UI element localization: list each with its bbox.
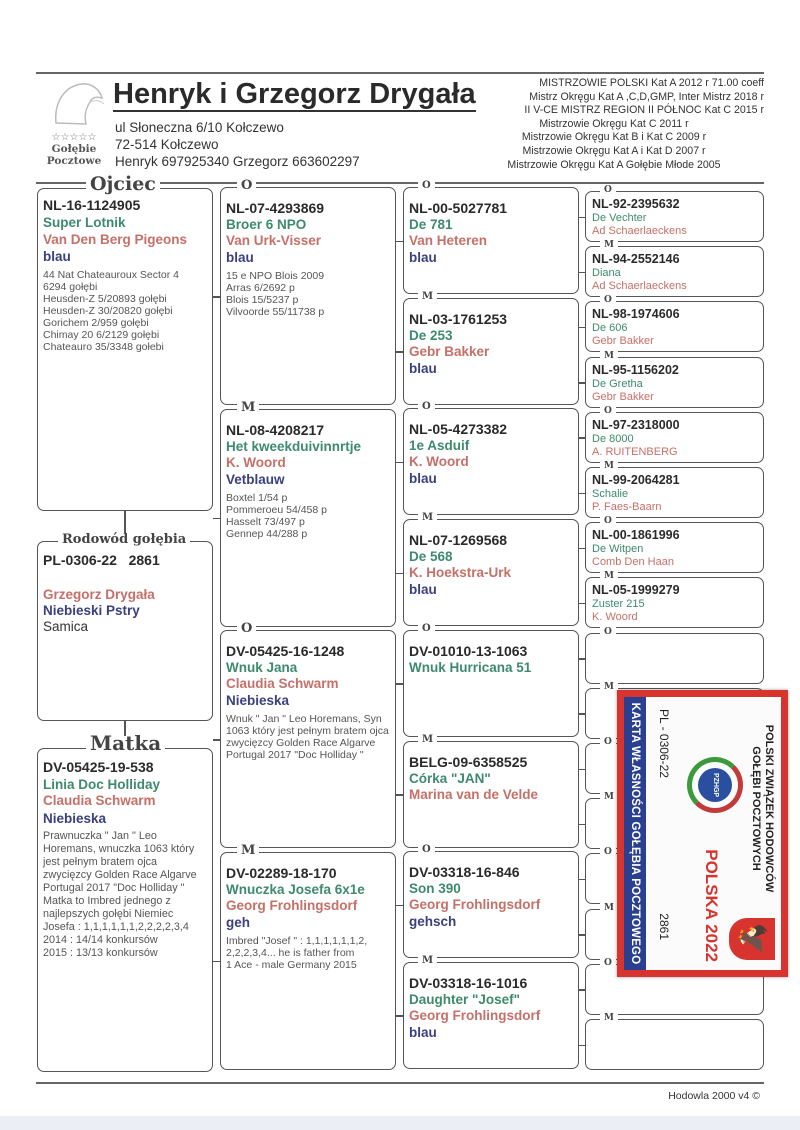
sex-label: M xyxy=(237,844,259,858)
sire-owner: Van Den Berg Pigeons xyxy=(43,232,188,247)
feather-color: gehsch xyxy=(409,914,457,930)
pedigree-box xyxy=(585,461,764,518)
pzhgp-logo-text: PZHGP xyxy=(698,768,732,802)
achievement: Mistrzowie Okręgu Kat A i Kat D 2007 r xyxy=(522,144,706,157)
pedigree-notes xyxy=(226,270,390,318)
pedigree-note: Boxtel 1/54 p xyxy=(226,491,288,504)
pigeon-name: Wnuk Hurricana 51 xyxy=(409,659,532,675)
pedigree-box xyxy=(585,626,764,684)
pedigree-notes xyxy=(226,492,390,540)
connector xyxy=(579,934,585,936)
ring-number: NL-92-2395632 xyxy=(592,197,680,211)
achievement: II V-CE MISTRZ REGION II PÓŁNOC Kat C 2015 r xyxy=(524,104,764,117)
pedigree-box xyxy=(403,954,579,1069)
pedigree-note: Matka to Imbred jednego z najlepszych gołębi Niemiec Josefa : 1,1,1,1,1,1,2,2,2,2,3,4 xyxy=(43,895,189,933)
pigeon-ring: PL-0306-22 2861 xyxy=(43,552,160,568)
logo-text: Gołębie xyxy=(51,143,97,155)
sex-label: M xyxy=(600,682,618,692)
sire-box xyxy=(37,173,213,511)
feather-color: geh xyxy=(226,914,251,930)
pigeon-name: Broer 6 NPO xyxy=(226,217,307,232)
owner-name: Ad Schaerlaeckens xyxy=(592,225,687,237)
connector xyxy=(579,493,585,495)
connector xyxy=(579,603,585,605)
sex-label: O xyxy=(600,516,616,526)
sex-label: M xyxy=(418,735,437,745)
owner-name: P. Faes-Baarn xyxy=(592,501,662,513)
pigeon-name: Schalie xyxy=(592,488,629,500)
pedigree-note: 1 Ace - male Germany 2015 xyxy=(226,958,357,971)
owner-name: Van Heteren xyxy=(409,233,488,248)
ring-number: DV-03318-16-1016 xyxy=(409,974,528,991)
dam-owner: Claudia Schwarm xyxy=(43,793,156,808)
pigeon-owner: Grzegorz Drygała xyxy=(43,587,155,602)
connector xyxy=(213,739,220,741)
connector xyxy=(396,1015,403,1017)
sex-label: O xyxy=(237,179,256,193)
sex-label: M xyxy=(600,351,618,361)
owner-name: Georg Frohlingsdorf xyxy=(409,897,541,913)
pedigree-note: Hasselt 73/497 p xyxy=(226,515,305,528)
sex-label: M xyxy=(600,903,618,913)
pigeon-name: Diana xyxy=(592,267,621,280)
pigeon-name: De Witpen xyxy=(592,543,644,556)
pedigree-box xyxy=(403,290,579,405)
ring-number: NL-94-2552146 xyxy=(592,252,680,267)
sex-label: O xyxy=(418,845,435,855)
pedigree-note: 6294 gołębi xyxy=(43,281,98,293)
owner-name: Marina van de Velde xyxy=(409,786,539,802)
ownership-card xyxy=(617,690,788,977)
pedigree-box xyxy=(585,1013,764,1070)
pedigree-box xyxy=(585,571,764,628)
pedigree-notes xyxy=(226,935,390,971)
connector xyxy=(579,217,585,219)
address-city: 72-514 Kołczewo xyxy=(115,137,219,152)
pigeon-name: Son 390 xyxy=(409,881,461,897)
header-top-rule xyxy=(36,72,764,74)
pigeon-sex: Samica xyxy=(43,619,89,634)
connector xyxy=(579,272,585,274)
pedigree-box xyxy=(220,178,396,405)
pedigree-note: 15 e NPO Blois 2009 xyxy=(226,270,325,282)
ring-number: NL-07-1269568 xyxy=(409,532,508,549)
pigeon-name: De Gretha xyxy=(592,377,643,390)
sex-label: O xyxy=(418,402,435,412)
pedigree-box xyxy=(403,512,579,626)
pedigree-box xyxy=(585,350,764,408)
ring-number: BELG-09-6358525 xyxy=(409,753,528,770)
pigeon-name: Wnuk Jana xyxy=(226,660,298,675)
connector xyxy=(579,437,585,439)
pedigree-note: 2015 : 13/13 konkursów xyxy=(43,947,158,959)
pigeon-name: De 8000 xyxy=(592,432,634,445)
card-org-line: GOŁĘBI POCZTOWYCH xyxy=(750,746,762,871)
feather-color: blau xyxy=(409,360,437,376)
connector xyxy=(579,769,585,771)
connector xyxy=(396,351,403,353)
owner-name: K. Woord xyxy=(226,454,286,470)
logo-text: Pocztowe xyxy=(46,155,102,167)
logo-stars: ☆☆☆☆☆ xyxy=(51,132,97,143)
connector xyxy=(579,327,585,329)
sex-label: O xyxy=(600,185,616,195)
feather-color: Vetblauw xyxy=(226,471,285,487)
pedigree-box xyxy=(585,516,764,573)
phone-numbers: Henryk 697925340 Grzegorz 663602297 xyxy=(115,154,360,169)
pedigree-note: Heusden-Z 5/20893 gołębi xyxy=(43,293,167,305)
sex-label: M xyxy=(237,401,259,415)
achievement: MISTRZOWIE POLSKI Kat A 2012 r 71.00 coeff xyxy=(539,77,764,89)
pedigree-box xyxy=(585,185,764,242)
pedigree-note: Chateauro 35/3348 gołebi xyxy=(43,341,164,353)
card-org-name xyxy=(749,707,775,910)
pedigree-note: Gorichem 2/959 gołębi xyxy=(43,317,149,329)
sex-label: O xyxy=(600,295,616,305)
owner-name: Comb Den Haan xyxy=(592,556,674,569)
connector xyxy=(579,658,585,660)
sex-label: O xyxy=(418,624,435,634)
pedigree-note: Arras 6/2692 p xyxy=(226,282,295,294)
sire-label: Ojciec xyxy=(86,177,160,191)
feather-color: blau xyxy=(409,471,437,487)
sex-label: M xyxy=(418,956,437,966)
pigeon-name: Het kweekduivinnrtje xyxy=(226,438,362,454)
owner-name: Georg Frohlingsdorf xyxy=(226,897,358,913)
connector xyxy=(579,824,585,826)
ring-number: NL-00-5027781 xyxy=(409,200,508,216)
achievement: Mistrzowie Okręgu Kat B i Kat C 2009 r xyxy=(521,131,707,144)
pedigree-box xyxy=(220,842,396,1070)
owner-name: Georg Frohlingsdorf xyxy=(409,1007,541,1023)
pedigree-box xyxy=(585,295,764,352)
card-country-year: POLSKA 2022 xyxy=(702,849,721,962)
pigeon-color: Niebieski Pstry xyxy=(43,603,140,618)
pigeon-name: Wnuczka Josefa 6x1e xyxy=(226,881,365,897)
sex-label: O xyxy=(600,958,616,968)
dam-ring: DV-05425-19-538 xyxy=(43,759,154,775)
pedigree-note: 44 Nat Chateauroux Sector 4 xyxy=(43,269,179,281)
sex-label: O xyxy=(600,406,616,416)
sex-label: M xyxy=(418,513,437,523)
owner-name: A. RUITENBERG xyxy=(592,445,678,458)
pzhgp-logo-icon xyxy=(687,757,743,813)
pigeon-name: De 606 xyxy=(592,322,628,335)
pigeon-name: De 781 xyxy=(409,217,453,232)
pedigree-note: Chimay 20 6/2129 gołębi xyxy=(43,329,160,341)
sex-label: O xyxy=(600,847,616,857)
feather-color: blau xyxy=(226,250,254,265)
dam-name: Linia Doc Holliday xyxy=(43,777,161,792)
feather-color: Niebieska xyxy=(226,693,290,708)
achievement: Mistrzowie Okręgu Kat C 2011 r xyxy=(539,117,689,130)
achievement: Mistrzowie Okręgu Kat A Gołębie Młode 2005 xyxy=(507,158,721,171)
sex-label: O xyxy=(600,627,616,637)
breeder-name: Henryk i Grzegorz Drygała xyxy=(113,78,476,110)
dam-notes xyxy=(43,830,207,960)
pedigree-note: Pommeroeu 54/458 p xyxy=(226,503,327,516)
card-ring-number: 2861 xyxy=(657,913,671,940)
connector xyxy=(579,548,585,550)
logo xyxy=(38,78,110,178)
connector xyxy=(213,961,220,963)
ring-number: NL-97-2318000 xyxy=(592,417,680,432)
sex-label: M xyxy=(600,240,618,250)
pedigree-notes xyxy=(226,713,390,761)
sire-ring: NL-16-1124905 xyxy=(43,197,141,213)
pigeon-name: 1e Asduif xyxy=(409,438,470,454)
pedigree-note: Vilvoorde 55/11738 p xyxy=(226,306,325,318)
sex-label: O xyxy=(600,737,616,747)
pigeon-name: De 568 xyxy=(409,549,453,565)
dam-box xyxy=(37,731,213,1072)
ring-number: NL-07-4293869 xyxy=(226,200,325,216)
owner-name: Gebr Bakker xyxy=(592,390,654,403)
achievements-list xyxy=(464,77,764,172)
sire-notes xyxy=(43,269,207,353)
sex-label: O xyxy=(237,622,256,636)
pigeon-name: Zuster 215 xyxy=(592,598,645,611)
owner-name: Gebr Bakker xyxy=(592,335,654,348)
pedigree-box xyxy=(403,844,579,958)
connector xyxy=(396,794,403,796)
ring-number: DV-03318-16-846 xyxy=(409,864,520,881)
card-title: KARTA WŁASNOŚCI GOŁĘBIA POCZTOWEGO xyxy=(624,697,646,970)
pigeon-name: De Vechter xyxy=(592,212,647,224)
pedigree-box xyxy=(403,733,579,848)
sex-label: M xyxy=(418,292,437,302)
sex-label: O xyxy=(418,181,435,191)
pedigree-note: 2014 : 14/14 konkursów xyxy=(43,934,158,946)
bottom-band xyxy=(0,1116,800,1130)
ring-number: NL-00-1861996 xyxy=(592,528,680,543)
pedigree-box xyxy=(403,401,579,515)
ring-number: NL-08-4208217 xyxy=(226,421,325,438)
pedigree-box xyxy=(585,240,764,297)
dam-color: Niebieska xyxy=(43,811,107,826)
feather-color: blau xyxy=(409,582,437,598)
pigeon-name: Daughter "Josef" xyxy=(409,991,521,1007)
owner-name: Van Urk-Visser xyxy=(226,233,322,248)
owner-name: K. Woord xyxy=(592,611,638,624)
connector xyxy=(579,879,585,881)
pigeon-box xyxy=(37,532,213,721)
pedigree-note: Imbred "Josef " : 1,1,1,1,1,1,2, 2,2,2,3,4... he is father from xyxy=(226,934,368,959)
pedigree-note: Heusden-Z 30/20820 gołębi xyxy=(43,305,173,317)
owner-name: Claudia Schwarm xyxy=(226,676,339,691)
pigeon-name: De 253 xyxy=(409,327,453,343)
address-street: ul Słoneczna 6/10 Kołczewo xyxy=(115,120,284,135)
pedigree-note: Blois 15/5237 p xyxy=(226,294,299,306)
sex-label: M xyxy=(600,461,618,471)
pedigree-box xyxy=(403,622,579,737)
pedigree-box xyxy=(403,180,579,294)
ring-number: NL-99-2064281 xyxy=(592,473,680,487)
pigeon-label: Rodowód gołębia xyxy=(58,533,190,547)
connector xyxy=(579,989,585,991)
connector xyxy=(579,713,585,715)
pedigree-note: Prawnuczka " Jan " Leo Horemans, wnuczka 1063 który jest pełnym bratem ojca zwycięzcy Golden Race Algarve Portugal 2017 "Doc Holliday " xyxy=(43,830,197,894)
card-org-line: POLSKI ZWIĄZEK HODOWCÓW xyxy=(763,724,775,893)
connector xyxy=(579,382,585,384)
connector xyxy=(396,683,403,685)
ring-number: NL-03-1761253 xyxy=(409,310,508,327)
achievement: Mistrz Okręgu Kat A ,C,D,GMP, Inter Mistrz 2018 r xyxy=(529,90,764,103)
pedigree-box xyxy=(585,405,764,463)
owner-name: K. Hoekstra-Urk xyxy=(409,565,512,581)
connector xyxy=(396,905,403,907)
polish-eagle-emblem-icon: 🦅 xyxy=(729,918,775,960)
card-ring-prefix: PL - 0306-22 xyxy=(657,709,671,778)
connector xyxy=(396,573,403,575)
pigeon-name: Córka "JAN" xyxy=(409,770,491,786)
dam-label: Matka xyxy=(86,736,165,750)
pedigree-box xyxy=(220,399,396,627)
connector xyxy=(213,296,220,298)
sex-label: M xyxy=(600,571,618,581)
sex-label: M xyxy=(600,792,618,802)
owner-name: K. Woord xyxy=(409,454,469,470)
connector xyxy=(396,241,403,243)
sire-name: Super Lotnik xyxy=(43,215,126,230)
ring-number: NL-98-1974606 xyxy=(592,307,680,322)
ring-number: DV-05425-16-1248 xyxy=(226,643,345,659)
sex-label: M xyxy=(600,1013,618,1023)
connector xyxy=(579,1045,585,1047)
owner-name: Ad Schaerlaeckens xyxy=(592,280,687,293)
pedigree-box xyxy=(220,621,396,848)
ring-number: DV-01010-13-1063 xyxy=(409,642,528,659)
feather-color: blau xyxy=(409,250,437,265)
software-credit: Hodowla 2000 v4 © xyxy=(668,1090,760,1102)
pedigree-note: Wnuk " Jan " Leo Horemans, Syn 1063 który jest pełnym bratem ojca zwycięzcy Golden Race Algarve Portugal 2017 "Doc Holliday " xyxy=(226,713,389,761)
eagle-head-icon xyxy=(46,78,106,128)
feather-color: blau xyxy=(409,1024,437,1040)
footer-rule xyxy=(36,1082,764,1084)
pedigree-note: Gennep 44/288 p xyxy=(226,527,308,540)
ring-number: DV-02289-18-170 xyxy=(226,864,337,881)
connector xyxy=(396,462,403,464)
connector xyxy=(213,518,220,520)
ring-number: NL-95-1156202 xyxy=(592,362,679,377)
owner-name: Gebr Bakker xyxy=(409,343,490,359)
ring-number: NL-05-1999279 xyxy=(592,583,680,598)
ring-number: NL-05-4273382 xyxy=(409,421,508,438)
sire-color: blau xyxy=(43,249,71,264)
